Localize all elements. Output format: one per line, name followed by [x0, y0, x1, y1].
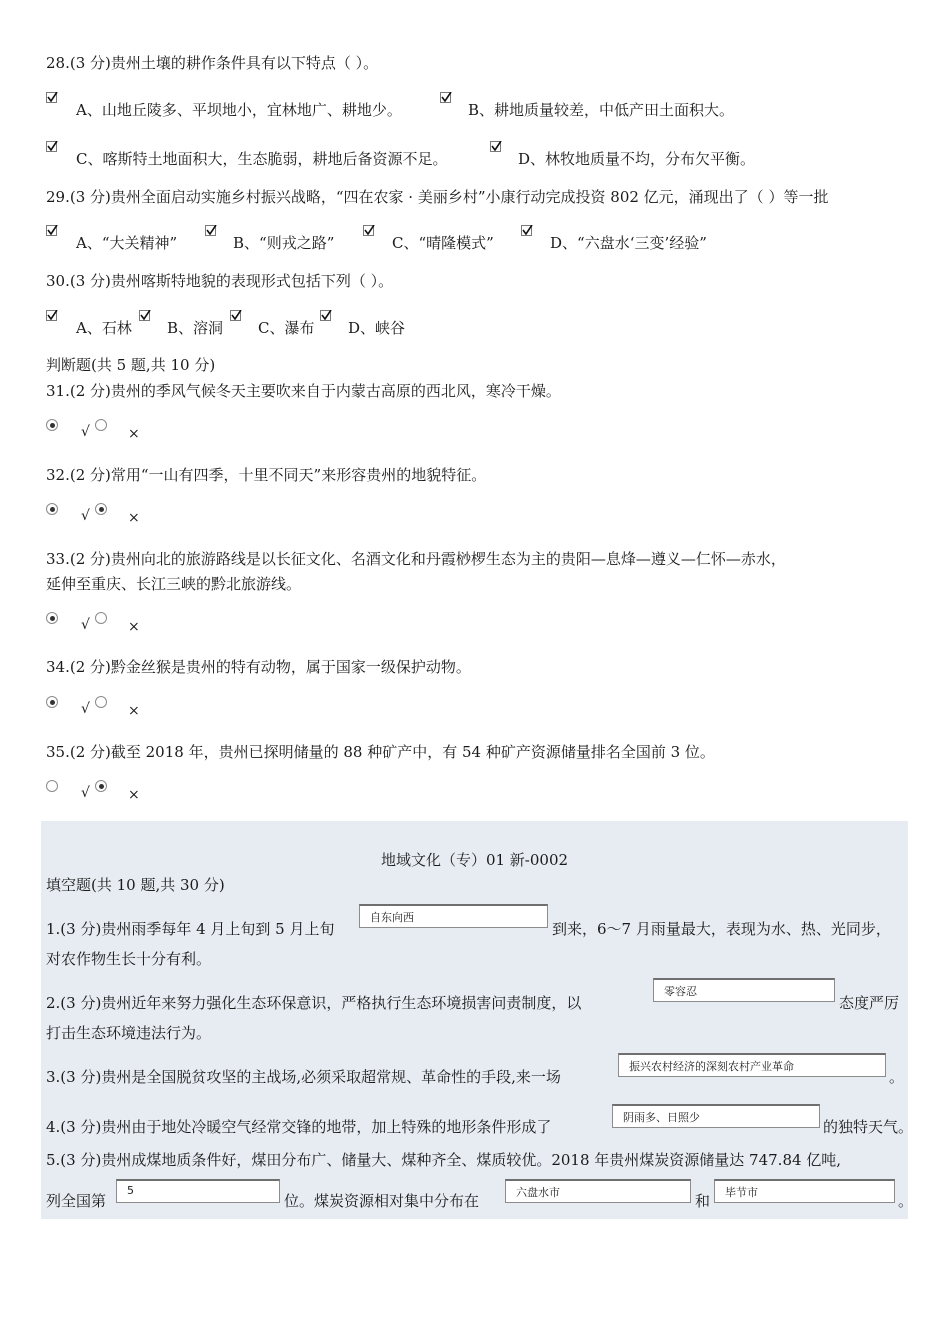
question-33-cont: 延伸至重庆、长江三峡的黔北旅游线。	[46, 575, 302, 593]
option-28-d: D、林牧地质量不均，分布欠平衡。	[518, 150, 756, 168]
checkbox-30-d[interactable]	[320, 310, 331, 321]
fill-question-4: 4.(3 分)贵州由于地处冷暖空气经常交锋的地带，加上特殊的地形条件形成了	[46, 1118, 552, 1136]
checkbox-30-a[interactable]	[46, 310, 57, 321]
fill-question-2: 2.(3 分)贵州近年来努力强化生态环保意识，严格执行生态环境损害问责制度，以	[46, 994, 582, 1012]
check-icon	[321, 310, 332, 321]
check-icon	[47, 310, 58, 321]
checkbox-30-b[interactable]	[139, 310, 150, 321]
radio-35-false[interactable]	[95, 780, 107, 792]
question-32: 32.(2 分)常用“一山有四季，十里不同天”来形容贵州的地貌特征。	[46, 466, 487, 484]
question-31: 31.(2 分)贵州的季风气候冬天主要吹来自于内蒙古高原的西北风，寒冷干燥。	[46, 382, 561, 400]
check-icon	[47, 92, 58, 103]
fill-question-1-post: 到来，6～7 月雨量最大，表现为水、热、光同步，	[552, 920, 891, 938]
check-icon	[441, 92, 452, 103]
false-label: ×	[128, 787, 140, 803]
answer-field-5-region-2[interactable]: 毕节市	[714, 1179, 895, 1203]
checkbox-28-d[interactable]	[490, 141, 501, 152]
fill-question-4-post: 的独特天气。	[823, 1118, 914, 1136]
checkbox-28-c[interactable]	[46, 141, 57, 152]
radio-34-false[interactable]	[95, 696, 107, 708]
true-label: √	[81, 785, 90, 801]
answer-field-5-rank[interactable]: 5	[116, 1179, 280, 1203]
check-icon	[47, 141, 58, 152]
option-29-b: B、“则戎之路”	[233, 234, 335, 252]
radio-31-false[interactable]	[95, 419, 107, 431]
false-label: ×	[128, 426, 140, 442]
question-35: 35.(2 分)截至 2018 年，贵州已探明储量的 88 种矿产中，有 54 种矿产资源储量排名全国前 3 位。	[46, 743, 715, 761]
option-30-c: C、瀑布	[258, 319, 315, 337]
check-icon	[522, 225, 533, 236]
question-28: 28.(3 分)贵州土壤的耕作条件具有以下特点（ ）。	[46, 54, 379, 72]
checkbox-29-d[interactable]	[521, 225, 532, 236]
option-28-b: B、耕地质量较差，中低产田土面积大。	[468, 101, 735, 119]
checkbox-29-b[interactable]	[205, 225, 216, 236]
radio-32-true[interactable]	[46, 503, 58, 515]
judge-section-header: 判断题(共 5 题,共 10 分)	[46, 356, 216, 374]
answer-field-4[interactable]: 阴雨多、日照少	[612, 1104, 820, 1128]
check-icon	[206, 225, 217, 236]
fill-in-panel	[41, 821, 914, 1219]
question-29: 29.(3 分)贵州全面启动实施乡村振兴战略，“四在农家 · 美丽乡村”小康行动完成投资 802 亿元，涌现出了（ ）等一批	[46, 188, 829, 206]
exam-title: 地域文化（专）01 新-0002	[380, 851, 569, 869]
radio-32-false[interactable]	[95, 503, 107, 515]
fill-question-5-mid: 位。煤炭资源相对集中分布在	[284, 1192, 480, 1210]
question-33: 33.(2 分)贵州向北的旅游路线是以长征文化、名酒文化和丹霞桫椤生态为主的贵阳—息烽—遵义—仁怀—赤水，	[46, 550, 786, 568]
radio-31-true[interactable]	[46, 419, 58, 431]
checkbox-28-a[interactable]	[46, 92, 57, 103]
fill-question-3: 3.(3 分)贵州是全国脱贫攻坚的主战场,必须采取超常规、革命性的手段,来一场	[46, 1068, 561, 1086]
fill-question-5-pre: 列全国第	[46, 1192, 107, 1210]
check-icon	[231, 310, 242, 321]
radio-35-true[interactable]	[46, 780, 58, 792]
true-label: √	[81, 701, 90, 717]
answer-field-5-region-1[interactable]: 六盘水市	[505, 1179, 691, 1203]
fill-question-5-and: 和	[695, 1192, 711, 1210]
option-28-a: A、山地丘陵多、平坝地小，宜林地广、耕地少。	[76, 101, 402, 119]
fill-question-2-line2: 打击生态环境违法行为。	[46, 1024, 212, 1042]
radio-33-true[interactable]	[46, 612, 58, 624]
false-label: ×	[128, 703, 140, 719]
fill-question-5: 5.(3 分)贵州成煤地质条件好，煤田分布广、储量大、煤种齐全、煤质较优。2018 年贵州煤炭资源储量达 747.84 亿吨,	[46, 1151, 842, 1169]
false-label: ×	[128, 510, 140, 526]
fill-section-header: 填空题(共 10 题,共 30 分)	[46, 876, 225, 894]
check-icon	[364, 225, 375, 236]
option-29-a: A、“大关精神”	[76, 234, 178, 252]
answer-field-1[interactable]: 自东向西	[359, 904, 548, 928]
option-30-b: B、溶洞	[167, 319, 224, 337]
checkbox-29-a[interactable]	[46, 225, 57, 236]
checkbox-29-c[interactable]	[363, 225, 374, 236]
question-34: 34.(2 分)黔金丝猴是贵州的特有动物，属于国家一级保护动物。	[46, 658, 471, 676]
fill-question-3-post: 。	[889, 1068, 905, 1086]
option-29-c: C、“晴隆模式”	[392, 234, 494, 252]
fill-question-2-post: 态度严厉	[839, 994, 900, 1012]
fill-question-1-line2: 对农作物生长十分有利。	[46, 950, 212, 968]
radio-34-true[interactable]	[46, 696, 58, 708]
question-30: 30.(3 分)贵州喀斯特地貌的表现形式包括下列（ ）。	[46, 272, 394, 290]
true-label: √	[81, 424, 90, 440]
checkbox-30-c[interactable]	[230, 310, 241, 321]
fill-question-1: 1.(3 分)贵州雨季每年 4 月上旬到 5 月上旬	[46, 920, 335, 938]
check-icon	[491, 141, 502, 152]
option-30-a: A、石林	[76, 319, 132, 337]
true-label: √	[81, 617, 90, 633]
option-30-d: D、峡谷	[348, 319, 406, 337]
option-29-d: D、“六盘水‘三变’经验”	[550, 234, 707, 252]
true-label: √	[81, 508, 90, 524]
checkbox-28-b[interactable]	[440, 92, 451, 103]
false-label: ×	[128, 619, 140, 635]
check-icon	[140, 310, 151, 321]
check-icon	[47, 225, 58, 236]
option-28-c: C、喀斯特土地面积大，生态脆弱，耕地后备资源不足。	[76, 150, 448, 168]
fill-question-5-post: 。	[898, 1192, 914, 1210]
answer-field-3[interactable]: 振兴农村经济的深刻农村产业革命	[618, 1053, 886, 1077]
answer-field-2[interactable]: 零容忍	[653, 978, 835, 1002]
radio-33-false[interactable]	[95, 612, 107, 624]
